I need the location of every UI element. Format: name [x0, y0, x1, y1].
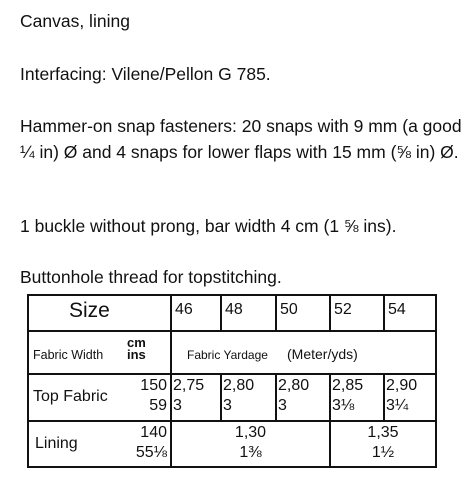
meters-value: 1,30 [234, 424, 267, 441]
top-fabric-46 [173, 376, 204, 416]
top-fabric-52 [332, 376, 363, 416]
column-divider [220, 296, 222, 330]
buckle-note: 1 buckle without prong, bar width 4 cm (1 ⅝ ins). [20, 216, 397, 236]
size-46: 46 [175, 301, 193, 318]
yards-value: 1⅜ [239, 444, 262, 461]
column-divider [170, 296, 172, 330]
column-divider [170, 330, 172, 373]
lining-note: Canvas, lining [20, 11, 130, 31]
top-fabric-54 [386, 376, 417, 416]
meters-value: 2,75 [173, 377, 205, 394]
lining-width-ins: 55⅛ [135, 444, 167, 461]
yardage-unit: (Meter/yds) [287, 346, 358, 362]
lining-width [121, 423, 167, 463]
column-divider [275, 373, 277, 420]
row-divider [29, 373, 435, 375]
fabric-yardage-label: Fabric Yardage [187, 348, 268, 362]
fabric-width-label: Fabric Width [33, 348, 104, 362]
yards-value: 3 [278, 397, 287, 414]
size-header: Size [69, 299, 110, 322]
top-fabric-50 [278, 376, 309, 416]
yards-value: 3⅛ [332, 397, 355, 414]
row-divider [29, 330, 435, 332]
meters-value: 2,80 [278, 377, 310, 394]
row-divider [29, 420, 435, 422]
unit-cm: cm [127, 335, 146, 350]
lining-sizes-46-50 [172, 423, 329, 463]
column-divider [275, 296, 277, 330]
column-divider [329, 373, 331, 420]
lining-width-cm: 140 [140, 424, 167, 441]
size-48: 48 [225, 301, 243, 318]
column-divider [220, 373, 222, 420]
meters-value: 1,35 [367, 424, 399, 441]
thread-note: Buttonhole thread for topstitching. [20, 267, 282, 287]
meters-value: 2,85 [332, 377, 364, 394]
yards-value: 3 [173, 397, 182, 414]
snap-fasteners-note: Hammer-on snap fasteners: 20 snaps with 9 mm (a good ¼ in) Ø and 4 snaps for lower flaps with 15 mm (⅝ in) Ø. [20, 116, 462, 162]
top-fabric-width [129, 376, 167, 416]
unit-ins: ins [127, 347, 146, 362]
size-50: 50 [280, 301, 298, 318]
size-54: 54 [388, 301, 406, 318]
yards-value: 3 [223, 397, 232, 414]
column-divider [383, 296, 385, 330]
yards-value: 3¼ [386, 397, 409, 414]
meters-value: 2,80 [223, 377, 255, 394]
lining-sizes-52-54 [331, 423, 435, 463]
top-fabric-width-cm: 150 [140, 377, 167, 394]
interfacing-note: Interfacing: Vilene/Pellon G 785. [20, 64, 271, 84]
column-divider [170, 373, 172, 420]
top-fabric-width-ins: 59 [149, 397, 167, 414]
top-fabric-48 [223, 376, 254, 416]
meters-value: 2,90 [386, 377, 418, 394]
size-52: 52 [334, 301, 352, 318]
top-fabric-label: Top Fabric [33, 388, 108, 405]
width-units [127, 337, 146, 361]
yards-value: 1½ [371, 444, 395, 461]
yardage-table [27, 294, 437, 468]
column-divider [329, 296, 331, 330]
lining-label: Lining [35, 435, 78, 452]
column-divider [383, 373, 385, 420]
